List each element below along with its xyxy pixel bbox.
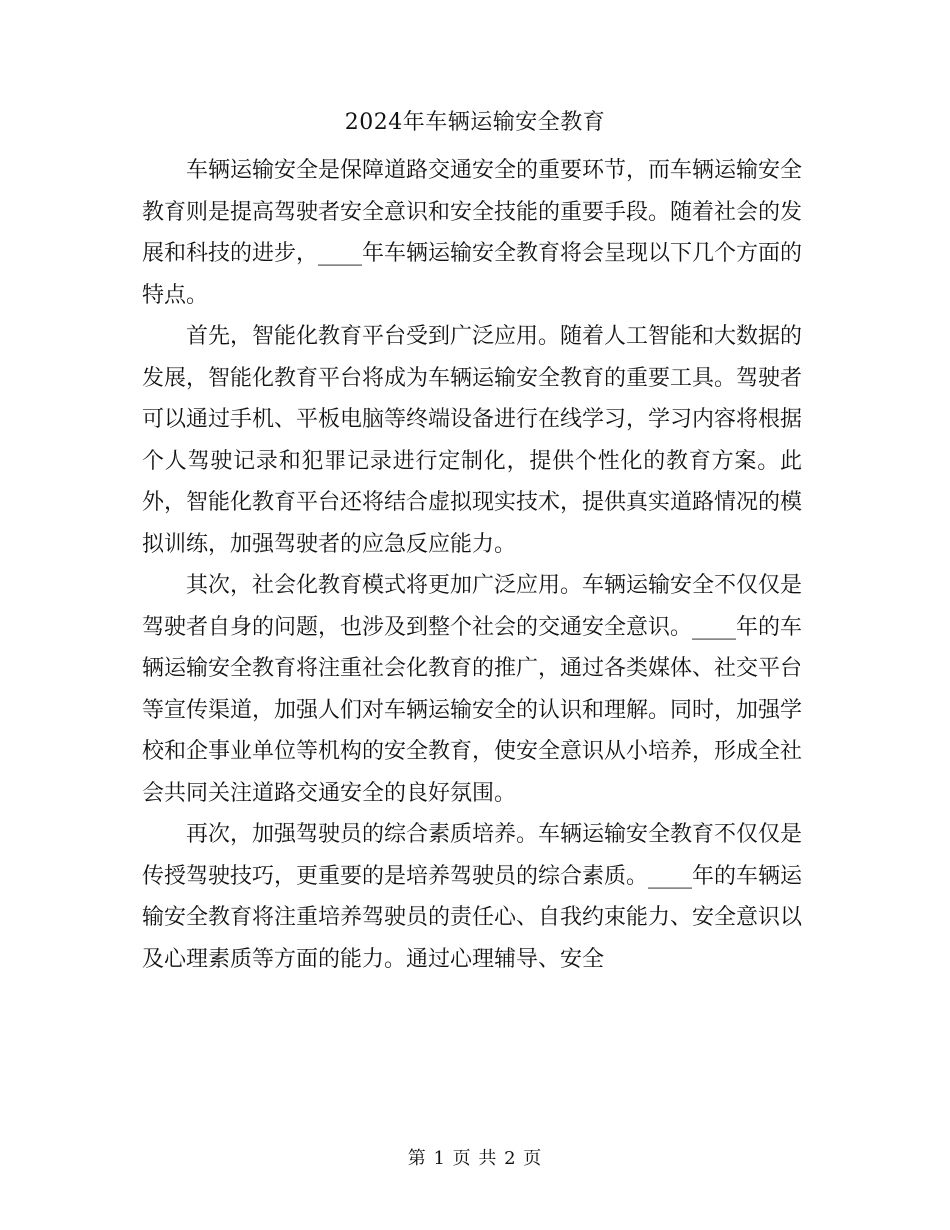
paragraph-third: 再次，加强驾驶员的综合素质培养。车辆运输安全教育不仅仅是传授驾驶技巧，更重要的是培养驾驶员的综合素质。____年的车辆运输安全教育将注重培养驾驶员的责任心、自我约束能力、安全意识以及心理素质等方面的能力。通过心理辅导、安全 bbox=[142, 822, 803, 972]
paragraph-first: 首先，智能化教育平台受到广泛应用。随着人工智能和大数据的发展，智能化教育平台将成为车辆运输安全教育的重要工具。驾驶者可以通过手机、平板电脑等终端设备进行在线学习，学习内容将根据个人驾驶记录和犯罪记录进行定制化，提供个性化的教育方案。此外，智能化教育平台还将结合虚拟现实技术，提供真实道路情况的模拟训练，加强驾驶者的应急反应能力。 bbox=[142, 324, 803, 557]
page-number-footer: 第 1 页 共 2 页 bbox=[407, 1148, 543, 1169]
document-title: 2024年车辆运输安全教育 bbox=[344, 110, 606, 135]
paragraph-second: 其次，社会化教育模式将更加广泛应用。车辆运输安全不仅仅是驾驶者自身的问题，也涉及到整个社会的交通安全意识。____年的车辆运输安全教育将注重社会化教育的推广，通过各类媒体、社交平台等宣传渠道，加强人们对车辆运输安全的认识和理解。同时，加强学校和企事业单位等机构的安全教育，使安全意识从小培养，形成全社会共同关注道路交通安全的良好氛围。 bbox=[142, 573, 803, 806]
document-body bbox=[142, 150, 802, 980]
paragraph-intro: 车辆运输安全是保障道路交通安全的重要环节，而车辆运输安全教育则是提高驾驶者安全意识和安全技能的重要手段。随着社会的发展和科技的进步，____年车辆运输安全教育将会呈现以下几个方面的特点。 bbox=[142, 158, 803, 308]
